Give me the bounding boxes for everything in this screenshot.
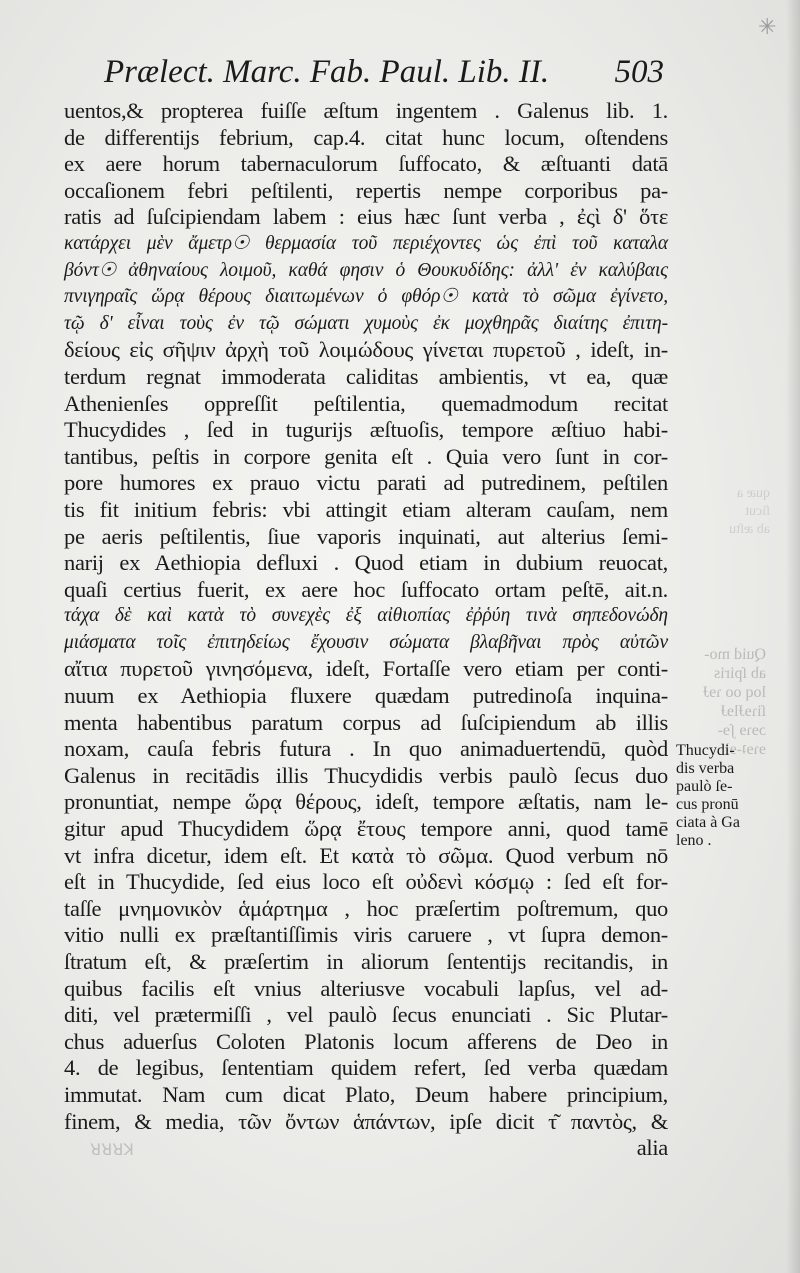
text-line: ratis ad ſuſcipiendam labem : eius hæc ſunt verba , ἐςὶ δ' ὅτε <box>64 204 668 230</box>
text-line: quibus facilis eſt vnius alteriusve vocabuli lapſus, vel ad- <box>64 975 668 1001</box>
text-line: chus aduerſus Coloten Platonis locum afferens de Deo in <box>64 1028 668 1054</box>
text-line: taſſe μνημονικὸν ἁμάρτημα , hoc præſertim poſtremum, quo <box>64 895 668 921</box>
text-line: pronuntiat, nempe ὥρᾳ θέρους, ideſt, tempore æſtatis, nam le- <box>64 789 668 815</box>
text-line: gitur apud Thucydidem ὥρᾳ ἔτους tempore anni, quod tamē <box>64 816 668 842</box>
text-line: quaſi certius fuerit, ex aere hoc ſuffocato ortam peſtē, ait.n. <box>64 576 668 602</box>
text-line: μιάσματα τοῖς ἐπιτηδείως ἔχουσιν σώματα βλαβῆναι πρὸς αὐτῶν <box>64 631 668 653</box>
margin-note-line: Thucydi- <box>676 742 735 759</box>
catchword: alia <box>636 1135 668 1161</box>
margin-note-line: ciata à Ga <box>676 814 740 831</box>
text-line: Athenienſes oppreſſit peſtilentia, quemadmodum recitat <box>64 390 668 416</box>
text-line: αἴτια πυρετοῦ γινησόμενα, ideſt, Fortaſſe vero etiam per conti- <box>64 656 668 682</box>
corner-stain-icon: ✳ <box>758 14 777 39</box>
margin-note-line: leno . <box>676 832 712 849</box>
text-line: occaſionem febri peſtilenti, repertis nempe corporibus pa- <box>64 177 668 203</box>
margin-note-line: cus pronū <box>676 796 739 813</box>
text-line: immutat. Nam cum dicat Plato, Deum habere principium, <box>64 1081 668 1107</box>
bleed-through-page-number: ꓤꓤꓤꓘ <box>90 1142 134 1159</box>
bleed-through-text-upper: quæ a ſicut ab æſtu <box>729 486 770 537</box>
text-line: menta habentibus paratum corpus ad ſuſcipiendum ab illis <box>64 709 668 735</box>
bleed-through-text: Quid mo- ab ſpiris loq oo ɿɘɈ ſiɿɘɈlɘɈ ɔɘɿɘ ʃɘ- ɘɿɘʇ-ɘl <box>702 646 766 758</box>
text-line: uentos,& propterea fuiſſe æſtum ingentem . Galenus lib. 1. <box>64 98 668 123</box>
text-line: pore humores ex prauo victu parati ad putredinem, peſtilen <box>64 470 668 496</box>
text-line: Thucydides , ſed in tugurijs æſtuoſis, tempore æſtiuo habi- <box>64 417 668 443</box>
margin-note <box>676 742 766 850</box>
margin-note-line: paulò ſe- <box>676 778 733 795</box>
text-line: vitio nulli ex præſtantiſſimis viris caruere , vt ſupra demon- <box>64 922 668 948</box>
main-text-block <box>64 98 668 1162</box>
text-line: δείους εἰς σῆψιν ἀρχὴ τοῦ λοιμώδους γίνεται πυρετοῦ , ideſt, in- <box>64 337 668 363</box>
text-line: 4. de legibus, ſententiam quidem refert, ſed verba quædam <box>64 1055 668 1081</box>
running-title: Prælect. Marc. Fab. Paul. Lib. II. <box>104 54 550 90</box>
text-line: ſtratum eſt, & præſertim in aliorum ſententijs recitandis, in <box>64 949 668 974</box>
margin-note-line: dis verba <box>676 760 735 777</box>
text-line: βόντ☉ ἀθηναίους λοιμοῦ, καθά φησιν ὁ Θουκυδίδης: ἀλλ' ἐν καλύβαις <box>64 259 668 281</box>
running-header <box>104 52 664 92</box>
text-line: nuum ex Aethiopia fluxere quædam putredinoſa inquina- <box>64 683 668 709</box>
text-line: τάχα δὲ καὶ κατὰ τὸ συνεχὲς ἐξ αἰθιοπίας ἐῤῥύη τινὰ σηπεδονώδη <box>64 605 668 627</box>
text-line: κατάρχει μὲν ἄμετρ☉ θερμασία τοῦ περιέχοντες ὡς ἐπὶ τοῦ καταλα <box>64 232 668 254</box>
text-line: de differentijs febrium, cap.4. citat hunc locum, oſtendens <box>64 124 668 150</box>
text-line: tantibus, peſtis in corpore genita eſt . Quia vero ſunt in cor- <box>64 443 668 469</box>
text-line: narij ex Aethiopia defluxi . Quod etiam in dubium reuocat, <box>64 550 668 576</box>
page-number: 503 <box>614 54 664 90</box>
text-line: pe aeris peſtilentis, ſiue vaporis inquinati, aut alterius ſemi- <box>64 523 668 549</box>
text-line: πνιγηραῖς ὥρᾳ θέρους διαιτωμένων ὁ φθόρ☉ κατὰ τὸ σῶμα ἐγίνετο, <box>64 286 668 308</box>
text-line: terdum regnat immoderata caliditas ambientis, vt ea, quæ <box>64 363 668 389</box>
text-line: eſt in Thucydide, ſed eius loco eſt οὐδενὶ κόσμῳ : ſed eſt for- <box>64 869 668 895</box>
text-line: Galenus in recitādis illis Thucydidis verbis paulò ſecus duo <box>64 762 668 788</box>
text-line: noxam, cauſa febris futura . In quo animaduertendū, quòd <box>64 736 668 762</box>
text-line: diti, vel prætermiſſi , vel paulò ſecus enunciati . Sic Plutar- <box>64 1002 668 1028</box>
page-edge-shadow <box>786 0 800 1273</box>
text-line: finem, & media, τῶν ὄντων ἁπάντων, ipſe dicit τ͂ παντὸς, & <box>64 1108 668 1134</box>
text-line: vt infra dicetur, idem eſt. Et κατὰ τὸ σῶμα. Quod verbum nō <box>64 842 668 868</box>
text-line: ex aere horum tabernaculorum ſuffocato, & æſtuanti datā <box>64 151 668 177</box>
text-line: tis fit initium febris: vbi attingit etiam alteram cauſam, nem <box>64 496 668 522</box>
text-line: τῷ δ' εἶναι τοὺς ἐν τῷ σώματι χυμοὺς ἐκ μοχθηρᾶς διαίτης ἐπιτη- <box>64 312 668 334</box>
